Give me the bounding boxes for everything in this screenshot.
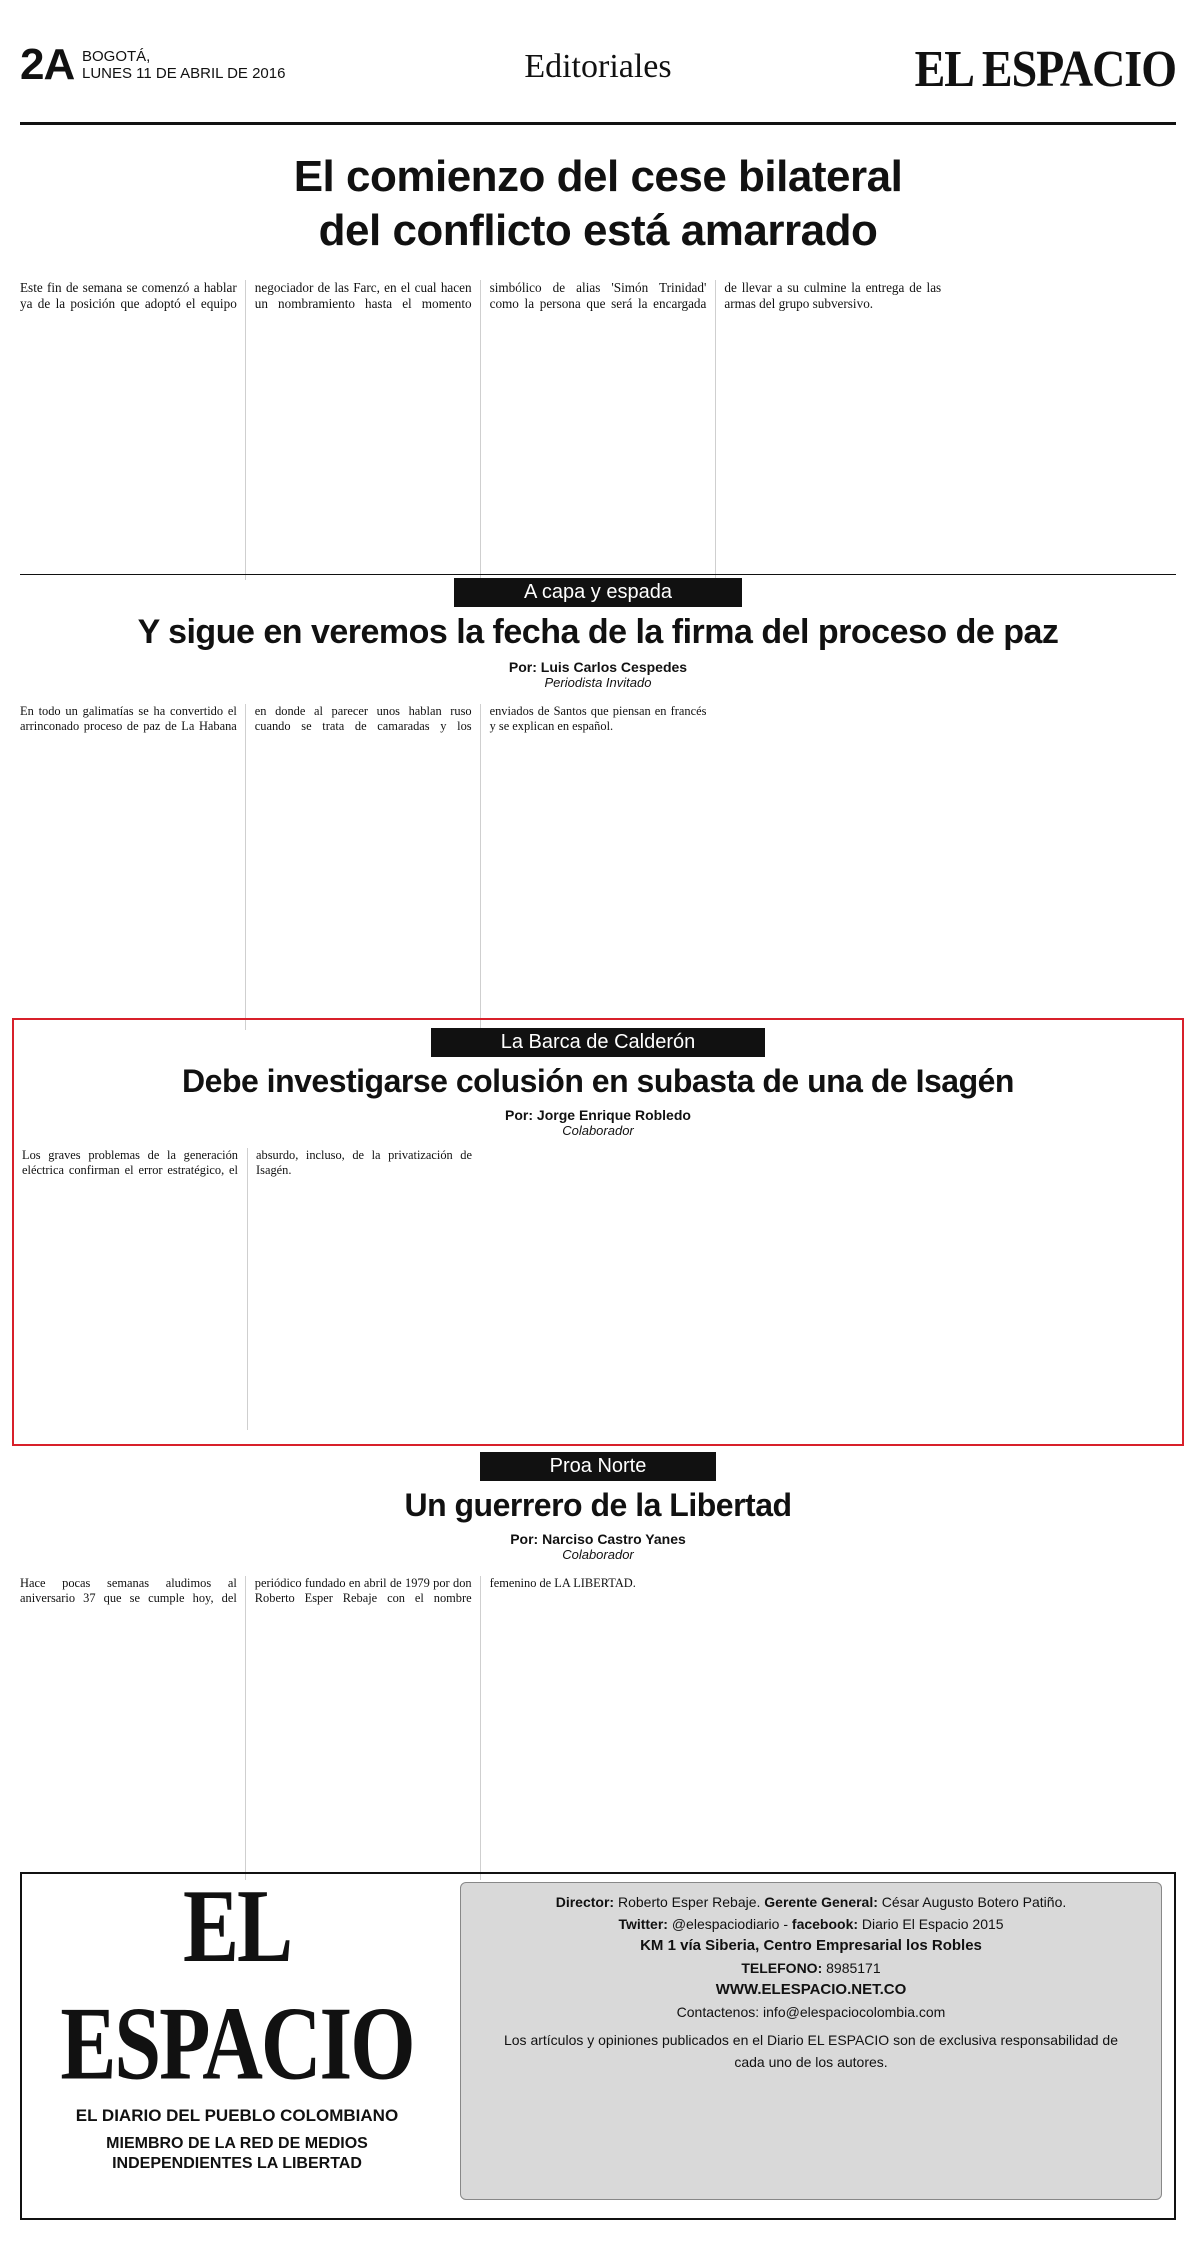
article-body [20, 704, 1176, 1030]
manager-label: Gerente General: [764, 1894, 878, 1910]
facebook-label: facebook: [791, 1916, 859, 1932]
contact-email[interactable]: info@elespaciocolombia.com [763, 2004, 946, 2020]
twitter-handle: @elespaciodiario [671, 1916, 780, 1932]
article-byline: Por: Jorge Enrique Robledo [505, 1107, 691, 1123]
article-paragraph: Hace pocas semanas aludimos al aniversario 37 que se cumple hoy, del periódico fundado en abril de 1979 por don Roberto Esper Rebaje con el nombre femenino de LA LIBERTAD. [20, 1576, 636, 1605]
footer-membership [32, 2134, 442, 2174]
website-link[interactable]: WWW.ELESPACIO.NET.CO [715, 1981, 907, 1998]
article-body [20, 1576, 1176, 1880]
phone-label: TELEFONO: [741, 1960, 823, 1976]
article-byline: Por: Luis Carlos Cespedes [508, 659, 688, 675]
highlighted-opinion-article [12, 1018, 1184, 1446]
article-headline: Y sigue en veremos la fecha de la firma del proceso de paz [137, 613, 1059, 651]
opinion-article [20, 1452, 1176, 1857]
phone-number: 8985171 [826, 1960, 881, 1976]
opinion-article [20, 578, 1176, 1018]
page-number: 2A [20, 40, 75, 89]
membership-line-1: MIEMBRO DE LA RED DE MEDIOS [106, 2135, 368, 2152]
director-label: Director: [555, 1894, 615, 1910]
address: KM 1 vía Siberia, Centro Empresarial los Robles [640, 1937, 982, 1954]
column-kicker: La Barca de Calderón [431, 1028, 766, 1057]
disclaimer: Los artículos y opiniones publicados en el Diario EL ESPACIO son de exclusiva responsabilidad de cada uno de los autores. [503, 2032, 1119, 2070]
header-divider [20, 122, 1176, 125]
twitter-label: Twitter: [618, 1916, 668, 1932]
column-kicker: A capa y espada [454, 578, 742, 607]
column-kicker: Proa Norte [480, 1452, 717, 1481]
manager-name: César Augusto Botero Patiño. [881, 1894, 1067, 1910]
dateline-date: LUNES 11 DE ABRIL DE 2016 [82, 65, 286, 82]
credits-social: Twitter: @elespaciodiario - facebook: Diario El Espacio 2015 [618, 1916, 1004, 1932]
footer-branding [32, 1868, 442, 2212]
section-divider [20, 574, 1176, 575]
article-paragraph: Este fin de semana se comenzó a hablar ya de la posición que adoptó el equipo negociador de las Farc, en el cual hacen un nombramiento hasta el momento simbólico de alias 'Simón Trinidad' como la persona que será la encargada de llevar a su culmine la entrega de las armas del grupo subversivo. [20, 280, 942, 312]
masthead-logo: EL ESPACIO [914, 39, 1176, 98]
footer-tagline: EL DIARIO DEL PUEBLO COLOMBIANO [75, 2106, 399, 2125]
contact-label: Contactenos: [676, 2004, 760, 2020]
facebook-page: Diario El Espacio 2015 [861, 1916, 1004, 1932]
article-body [20, 280, 1176, 580]
headline-line-2: del conflicto está amarrado [318, 206, 878, 255]
dateline-city: BOGOTÁ, [82, 48, 151, 65]
credits-contact [461, 2001, 1161, 2023]
membership-line-2: INDEPENDIENTES LA LIBERTAD [112, 2155, 362, 2172]
headline-line-1: El comienzo del cese bilateral [293, 152, 903, 201]
author-role: Colaborador [562, 1547, 634, 1562]
article-headline: Un guerrero de la Libertad [404, 1487, 792, 1523]
article-paragraph: Los graves problemas de la generación eléctrica confirman el error estratégico, el absurdo, incluso, de la privatización de Isagén. [22, 1148, 472, 1177]
editorial-article [20, 150, 1176, 570]
article-body [22, 1148, 1174, 1430]
director-name: Roberto Esper Rebaje. [617, 1894, 761, 1910]
article-headline [20, 150, 1176, 258]
article-headline: Debe investigarse colusión en subasta de una de Isagén [182, 1063, 1014, 1099]
section-title: Editoriales [524, 48, 672, 85]
author-role: Colaborador [562, 1123, 634, 1138]
article-byline: Por: Narciso Castro Yanes [510, 1531, 686, 1547]
footer-logo: EL ESPACIO [60, 1868, 414, 2103]
credits-phone [461, 1957, 1161, 1979]
page-header [20, 22, 1176, 118]
imprint-box [20, 1868, 1176, 2220]
credits-staff [461, 1891, 1161, 1913]
masthead-credits [460, 1882, 1162, 2200]
author-role: Periodista Invitado [544, 675, 652, 690]
article-paragraph: En todo un galimatías se ha convertido el arrinconado proceso de paz de La Habana en donde al parecer unos hablan ruso cuando se trata de camaradas y los enviados de Santos que piensan en francés y se explican en español. [20, 704, 707, 733]
